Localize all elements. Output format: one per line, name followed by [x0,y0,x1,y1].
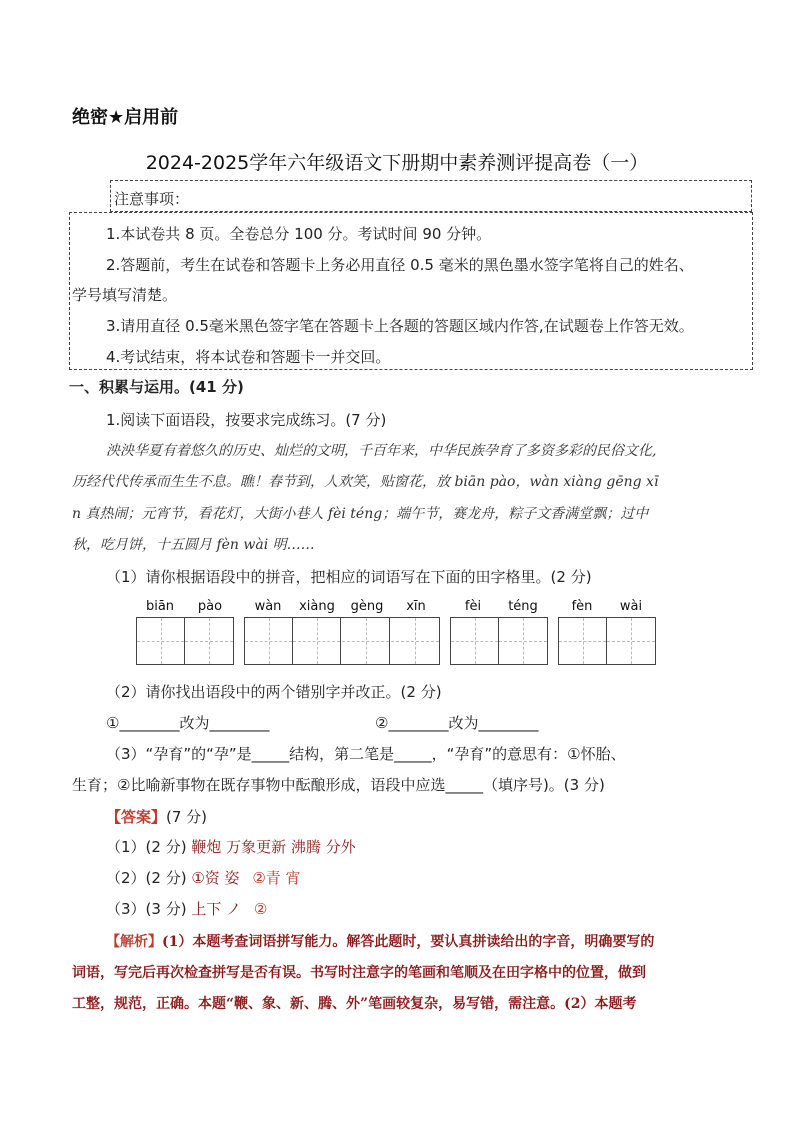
section-title: 一、积累与运用。(41 分) [69,378,244,396]
tianzige-grid[interactable] [450,617,548,665]
passage-line: n 真热闹；元宵节，看花灯，大街小巷人 fèi téng；端午节，赛龙舟，粽子文香满堂飘；过中 [72,506,649,522]
passage-line: 泱泱华夏有着悠久的历史、灿烂的文明，千百年来，中华民族孕育了多资多彩的民俗文化, [106,443,657,459]
fix-blank-2[interactable]: ②________改为________ [375,714,539,732]
sub-question-3: （3）“孕育”的“孕”是_____结构，第二笔是_____，“孕育”的意思有：①怀胎、 [106,745,626,763]
answer-text: 上下 ノ [191,900,242,918]
notice-box [69,212,753,370]
fix-blank-1[interactable]: ①________改为________ [106,714,270,732]
sub-question-3-cont: 生育；②比喻新事物在既存事物中酝酿形成，语段中应选_____（填序号)。(3 分) [72,776,605,794]
answer-text: ①资 姿 [191,869,240,887]
grid-cell[interactable] [499,618,547,664]
analysis-line [106,931,654,951]
grid-cell[interactable] [451,618,499,664]
pinyin-label: téng [508,599,538,614]
pinyin-label: gèng [350,599,384,614]
pinyin-label: biān [145,599,175,614]
answer-label: 【答案】 [106,808,167,826]
answer-prefix: （2）(2 分) [106,869,187,887]
notice-item: 1.本试卷共 8 页。全卷总分 100 分。考试时间 90 分钟。 [106,225,492,243]
pinyin-label: wàn [254,599,282,614]
grid-cell[interactable] [185,618,233,664]
grid-cell[interactable] [137,618,185,664]
pinyin-label: xīn [406,599,426,614]
grid-cell[interactable] [559,618,607,664]
grid-cell[interactable] [293,618,341,664]
pinyin-label: fèi [464,599,482,614]
pinyin-label: fèn [571,599,593,614]
sub-question-2: （2）请你找出语段中的两个错别字并改正。(2 分) [106,683,442,701]
answer-line-1 [106,836,356,857]
answer-text-correct: ②青 宵 [252,869,301,887]
analysis-text: (1）本题考查词语拼写能力。解答此题时，要认真拼读给出的字音，明确要写的 [162,934,655,950]
grid-cell[interactable] [245,618,293,664]
pinyin-label: wài [619,599,643,614]
notice-item: 2.答题前，考生在试卷和答题卡上务必用直径 0.5 毫米的黑色墨水签字笔将自己的姓名、 [106,256,694,274]
analysis-line: 词语，写完后再次检查拼写是否有误。书写时注意字的笔画和笔顺及在田字格中的位置，做到 [72,965,646,981]
answer-prefix: （1）(2 分) [106,838,187,856]
analysis-line: 工整，规范，正确。本题“鞭、象、新、腾、外”笔画较复杂，易写错，需注意。(2）本题考 [72,996,637,1012]
answer-line-2 [106,867,301,888]
sub-question-1: （1）请你根据语段中的拼音，把相应的词语写在下面的田字格里。(2 分) [106,568,592,586]
grid-cell[interactable] [607,618,655,664]
secret-label: 绝密★启用前 [72,107,179,128]
tianzige-grid[interactable] [558,617,656,665]
answer-prefix: （3）(3 分) [106,900,187,918]
passage-line: 历经代代传承而生生不息。瞧！春节到，人欢笑，贴窗花，放 biān pào，wàn xiàng gēng xī [72,474,659,490]
pinyin-label: pào [197,599,223,614]
grid-cell[interactable] [342,618,390,664]
answer-header [106,806,207,827]
notice-label: 注意事项： [114,190,190,208]
grid-cell[interactable] [391,618,439,664]
tianzige-grid[interactable] [136,617,234,665]
question-title: 1.阅读下面语段，按要求完成练习。(7 分) [106,411,387,429]
tianzige-grid[interactable] [244,617,440,665]
answer-line-3 [106,898,267,919]
notice-header-box [110,180,752,212]
answer-text-choice: ② [253,900,268,918]
notice-item: 学号填写清楚。 [72,286,178,304]
answer-score: (7 分) [166,808,208,826]
analysis-label: 【解析】 [106,934,162,950]
answer-text: 鞭炮 万象更新 沸腾 分外 [191,838,356,856]
notice-item: 4.考试结束，将本试卷和答题卡一并交回。 [106,348,391,366]
page-title: 2024-2025学年六年级语文下册期中素养测评提高卷（一） [145,152,649,174]
notice-item: 3.请用直径 0.5毫米黑色签字笔在答题卡上各题的答题区域内作答,在试题卷上作答无效。 [106,317,694,335]
passage-line: 秋，吃月饼，十五圆月 fèn wài 明…… [72,537,315,553]
pinyin-label: xiàng [299,599,335,614]
